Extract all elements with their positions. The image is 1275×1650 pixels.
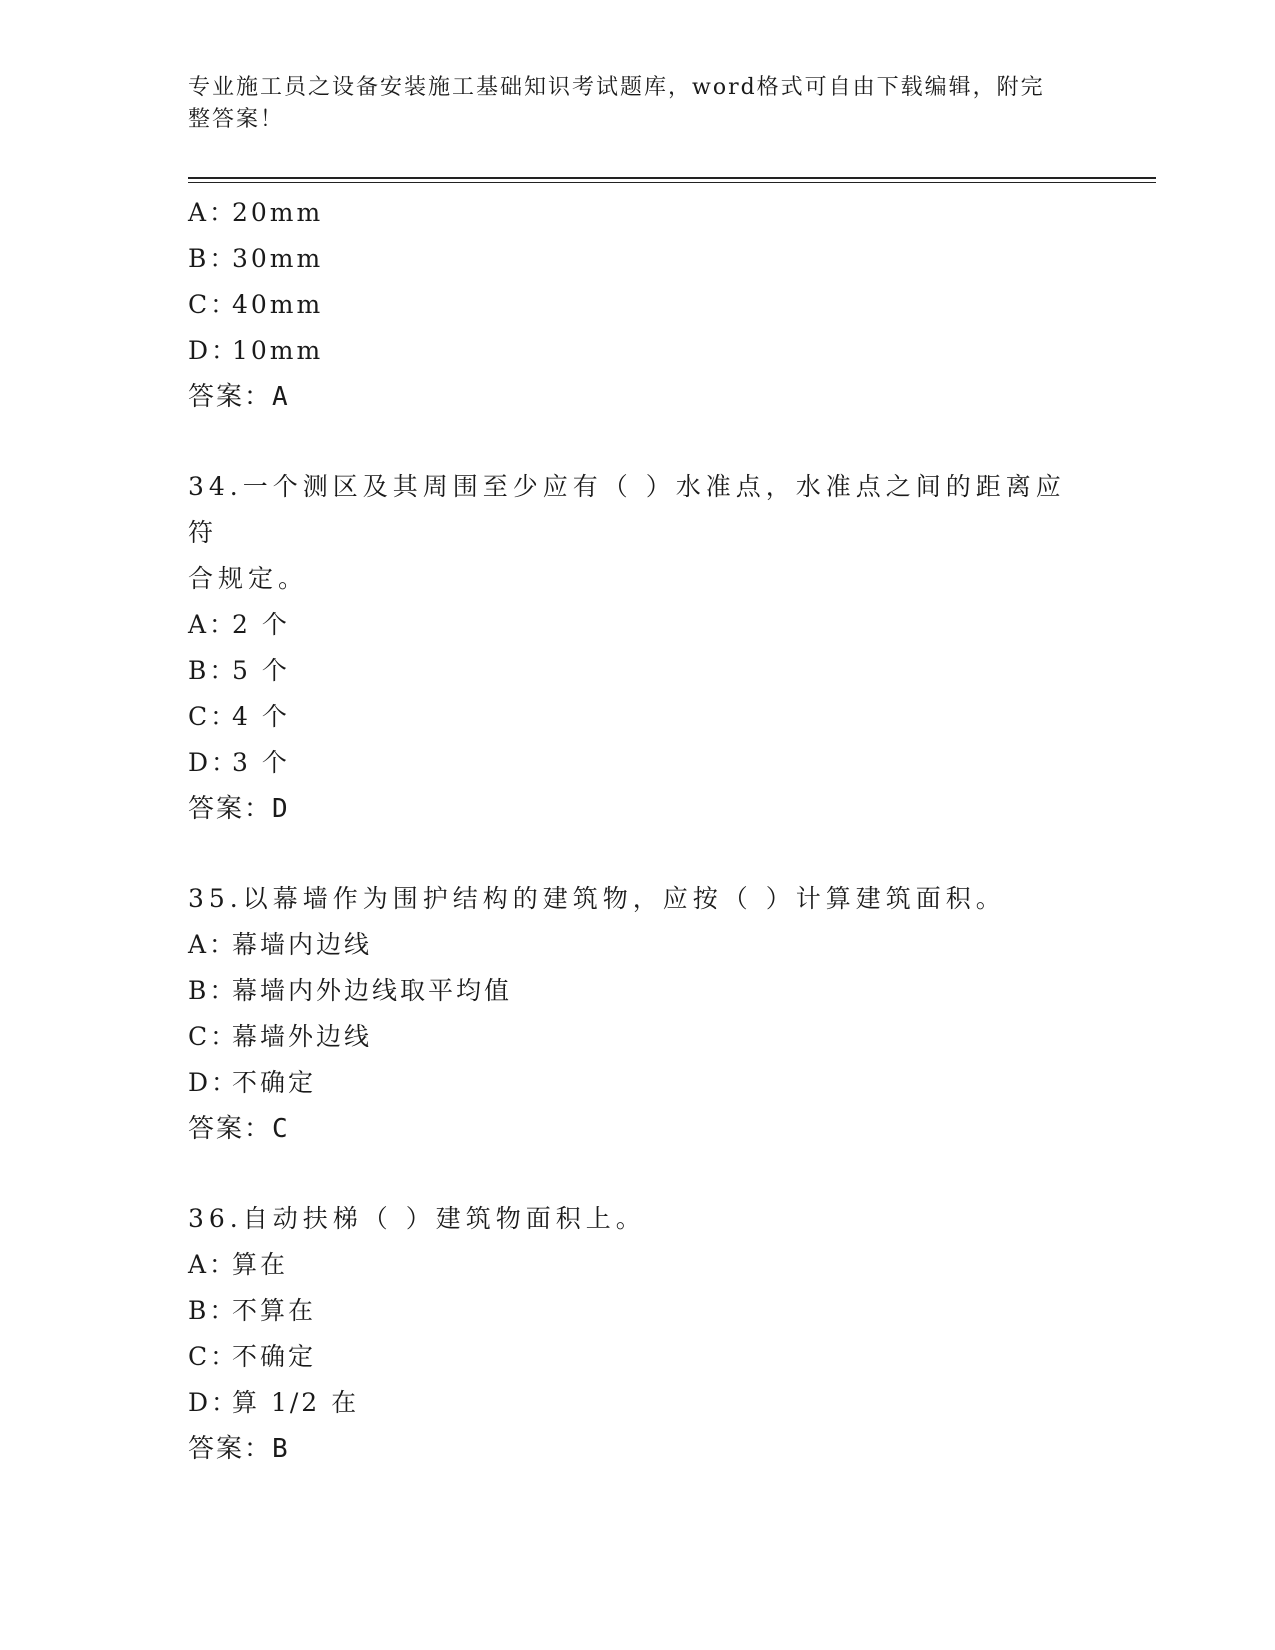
- option-text: 不确定: [232, 1342, 317, 1371]
- option-text: 2 个: [232, 610, 290, 639]
- header-rule-thick: [188, 177, 1156, 179]
- option-b: [188, 968, 1068, 1014]
- option-label: D：: [188, 748, 240, 777]
- option-a: [188, 190, 1068, 236]
- option-b: [188, 1288, 1068, 1334]
- answer-line: 答案：D: [188, 794, 290, 824]
- option-b: [188, 236, 1068, 282]
- question-block-33: [188, 190, 1068, 420]
- option-text: 20mm: [232, 198, 324, 227]
- option-label: C：: [188, 702, 239, 731]
- question-content: [188, 190, 1068, 1472]
- option-text: 幕墙内外边线取平均值: [232, 976, 513, 1005]
- option-text: 幕墙外边线: [232, 1022, 373, 1051]
- question-stem: 36.自动扶梯（ ）建筑物面积上。: [188, 1204, 646, 1233]
- option-c: [188, 694, 1068, 740]
- question-block-36: [188, 1196, 1068, 1472]
- option-label: B：: [188, 656, 238, 685]
- option-d: [188, 1060, 1068, 1106]
- option-text: 不确定: [232, 1068, 317, 1097]
- option-d: [188, 740, 1068, 786]
- question-block-35: [188, 876, 1068, 1152]
- question-stem: 35.以幕墙作为围护结构的建筑物，应按（ ）计算建筑面积。: [188, 884, 1006, 913]
- option-d: [188, 328, 1068, 374]
- option-label: D：: [188, 1388, 240, 1417]
- option-text: 3 个: [232, 748, 290, 777]
- option-label: A：: [188, 610, 238, 639]
- option-label: A：: [188, 1250, 238, 1279]
- option-label: B：: [188, 976, 238, 1005]
- answer-line: 答案：B: [188, 1434, 290, 1464]
- answer-line: 答案：A: [188, 382, 290, 412]
- option-text: 不算在: [232, 1296, 317, 1325]
- document-header: 专业施工员之设备安装施工基础知识考试题库，word格式可自由下载编辑，附完整答案！: [188, 75, 1045, 132]
- option-text: 30mm: [232, 244, 324, 273]
- answer-line: 答案：C: [188, 1114, 290, 1144]
- option-text: 5 个: [232, 656, 290, 685]
- option-label: C：: [188, 1022, 239, 1051]
- option-c: [188, 1014, 1068, 1060]
- option-label: C：: [188, 290, 239, 319]
- option-a: [188, 602, 1068, 648]
- option-text: 10mm: [232, 336, 324, 365]
- option-label: A：: [188, 930, 238, 959]
- option-label: D：: [188, 336, 240, 365]
- option-label: D：: [188, 1068, 240, 1097]
- option-b: [188, 648, 1068, 694]
- option-a: [188, 1242, 1068, 1288]
- option-text: 40mm: [232, 290, 324, 319]
- option-label: B：: [188, 1296, 238, 1325]
- option-text: 算在: [232, 1250, 289, 1279]
- question-stem: 34.一个测区及其周围至少应有（ ）水准点，水准点之间的距离应符: [188, 472, 1066, 547]
- option-text: 算 1/2 在: [232, 1388, 360, 1417]
- option-d: [188, 1380, 1068, 1426]
- question-block-34: [188, 464, 1068, 832]
- option-c: [188, 1334, 1068, 1380]
- option-label: C：: [188, 1342, 239, 1371]
- option-label: B：: [188, 244, 238, 273]
- option-text: 幕墙内边线: [232, 930, 373, 959]
- header-rule-thin: [188, 182, 1156, 183]
- option-a: [188, 922, 1068, 968]
- option-label: A：: [188, 198, 238, 227]
- option-text: 4 个: [232, 702, 290, 731]
- question-stem-continued: 合规定。: [188, 564, 309, 593]
- option-c: [188, 282, 1068, 328]
